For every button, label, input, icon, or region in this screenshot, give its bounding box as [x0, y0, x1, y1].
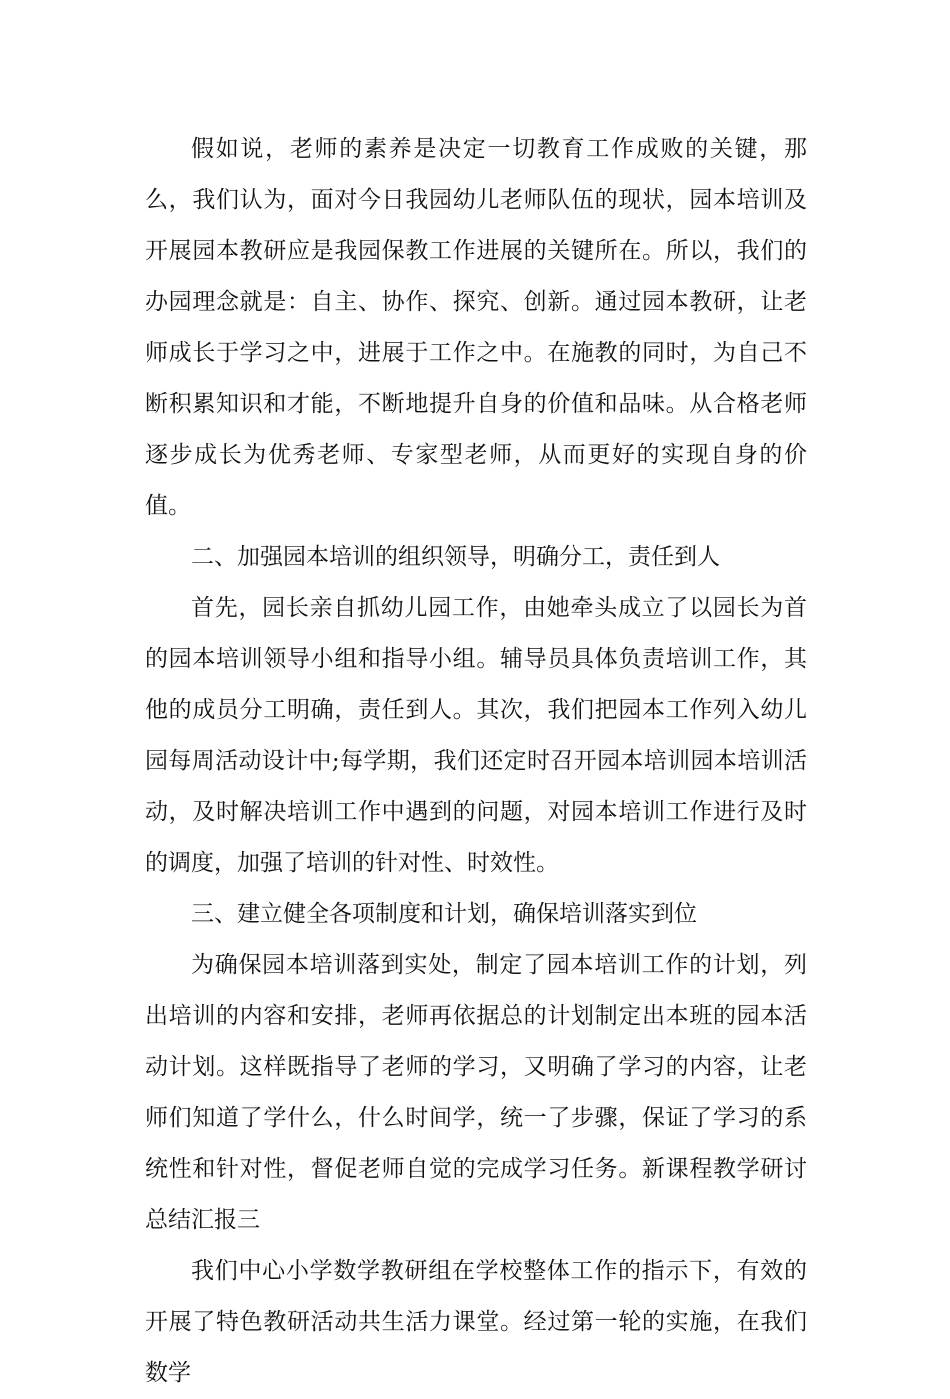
document-body: [145, 124, 807, 1399]
paragraph-teacher-quality: 假如说，老师的素养是决定一切教育工作成败的关键，那么，我们认为，面对今日我园幼儿老师队伍的现状，园本培训及开展园本教研应是我园保教工作进展的关键所在。所以，我们的办园理念就是：自主、协作、探究、创新。通过园本教研，让老师成长于学习之中，进展于工作之中。在施教的同时，为自己不断积累知识和才能，不断地提升自身的价值和品味。从合格老师逐步成长为优秀老师、专家型老师，从而更好的实现自身的价值。: [145, 136, 807, 519]
section-heading-two: 二、加强园本培训的组织领导，明确分工，责任到人: [191, 544, 720, 570]
paragraph-math-group: 我们中心小学数学教研组在学校整体工作的指示下，有效的开展了特色教研活动共生活力课堂。经过第一轮的实施，在我们数学: [145, 1258, 807, 1386]
section-heading-three: 三、建立健全各项制度和计划，确保培训落实到位: [191, 901, 697, 927]
paragraph-training-plan: 为确保园本培训落到实处，制定了园本培训工作的计划，列出培训的内容和安排，老师再依据总的计划制定出本班的园本活动计划。这样既指导了老师的学习，又明确了学习的内容，让老师们知道了学什么，什么时间学，统一了步骤，保证了学习的系统性和针对性，督促老师自觉的完成学习任务。新课程教学研讨总结汇报三: [145, 952, 807, 1233]
paragraph-leadership: 首先，园长亲自抓幼儿园工作，由她牵头成立了以园长为首的园本培训领导小组和指导小组。辅导员具体负责培训工作，其他的成员分工明确，责任到人。其次，我们把园本工作列入幼儿园每周活动设计中;每学期，我们还定时召开园本培训园本培训活动，及时解决培训工作中遇到的问题，对园本培训工作进行及时的调度，加强了培训的针对性、时效性。: [145, 595, 807, 876]
